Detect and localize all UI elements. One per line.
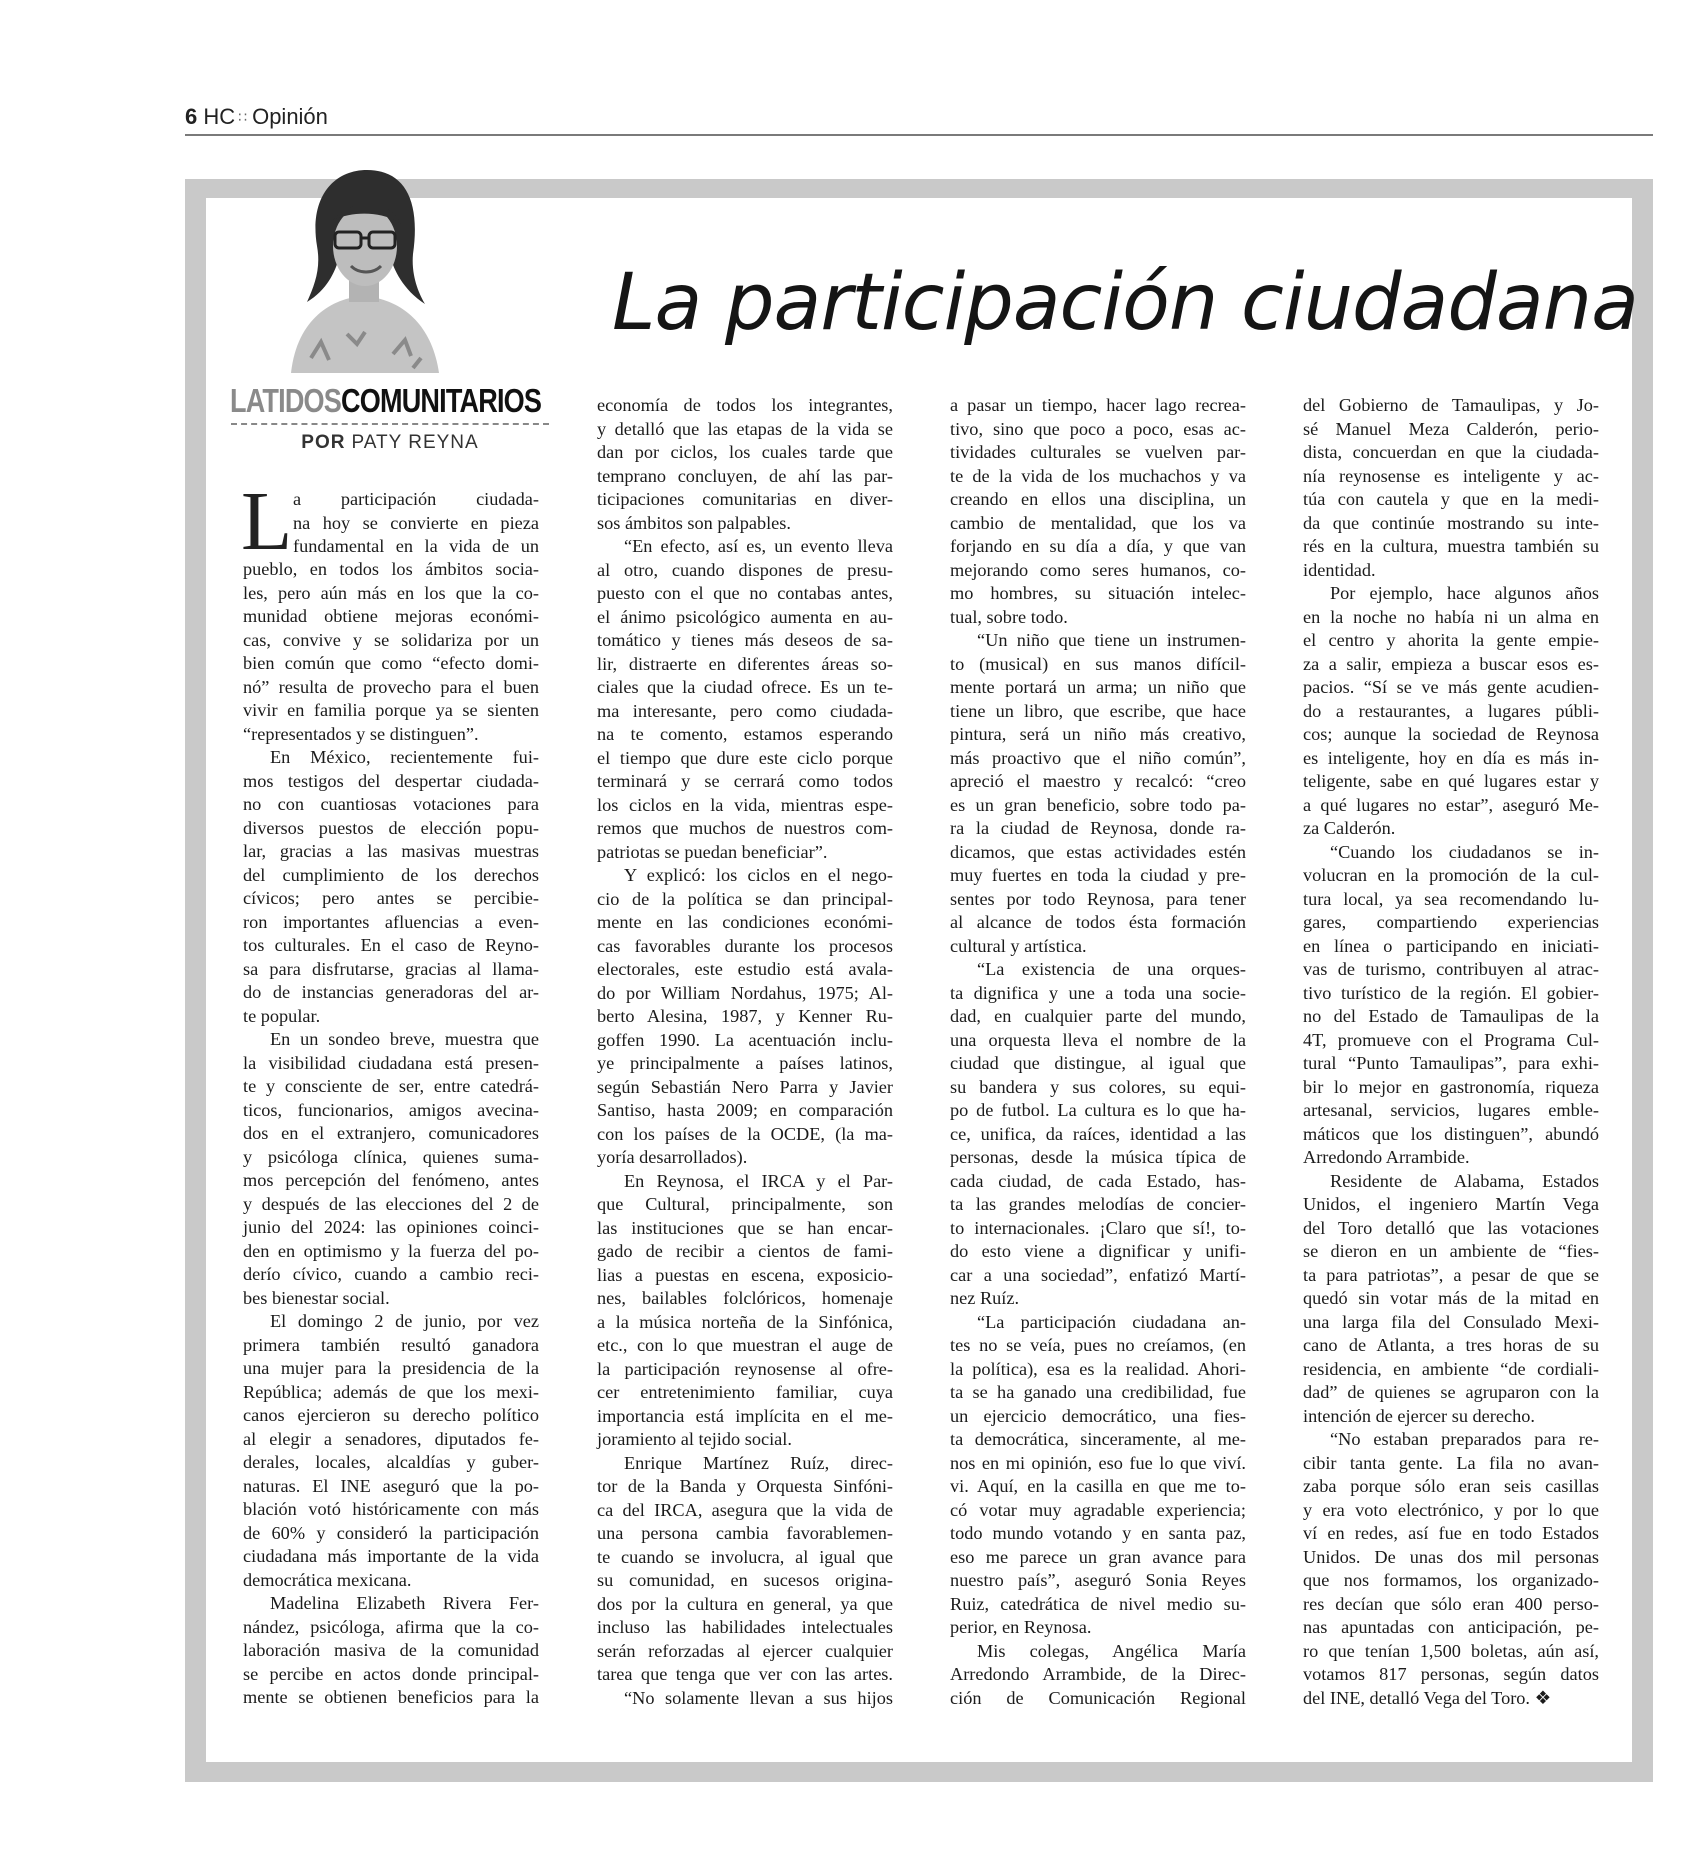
text-line: con los países de la OCDE, (la ma- [597,1123,893,1144]
text-line: “No solamente llevan a sus hijos [624,1687,893,1708]
text-line: dista, concuerdan en que la ciudada- [1303,442,1599,462]
text-line: vivir en familia porque ya se sienten [243,700,539,720]
author-portrait [263,158,463,373]
text-line: ví en redes, así fue en todo Estados [1303,1523,1599,1543]
text-line: nández, psicóloga, afirma que la co- [243,1616,539,1637]
text-line: una persona cambia favorablemen- [597,1523,893,1543]
text-line: a la música norteña de la Sinfónica, [597,1311,893,1332]
text-line: derío cívico, cuando a cambio reci- [243,1264,539,1284]
text-line: En Reynosa, el IRCA y el Par- [624,1170,893,1191]
text-line: del Gobierno de Tamaulipas, y Jo- [1303,395,1599,415]
text-line: “Un niño que tiene un instrumen- [977,630,1246,650]
text-line: te popular. [243,1005,321,1026]
section-name: Opinión [252,104,328,129]
text-line: tivo, sino que poco a poco, esas ac- [950,418,1246,439]
text-line: do esto viene a dignificar y unifi- [950,1241,1246,1261]
text-line: artesanal, servicios, lugares emble- [1303,1100,1599,1120]
text-line: ticipaciones comunitarias en diver- [597,489,893,509]
text-line: bir lo mejor en gastronomía, riqueza [1303,1076,1599,1097]
text-line: ye principalmente a países latinos, [597,1053,893,1073]
text-line: sé Manuel Meza Calderón, perio- [1303,418,1599,439]
author-name: PATY REYNA [351,432,479,453]
text-line: derales, locales, alcaldías y guber- [243,1452,539,1472]
text-line: dicamos, que estas actividades estén [950,841,1246,862]
text-line: nes, bailables folclóricos, homenaje [597,1288,893,1308]
text-line: cambio de mentalidad, que los va [950,512,1246,533]
text-line: Madelina Elizabeth Rivera Fer- [270,1593,539,1613]
text-line: canos ejercieron su derecho político [243,1405,539,1425]
text-line: Arredondo Arrambide. [1303,1147,1470,1167]
text-line: del Toro detalló que las votaciones [1303,1217,1599,1238]
text-line: del cumplimiento de los derechos [243,864,539,885]
text-line: remos que muchos de nuestros com- [597,818,893,838]
text-line: bien común que como “efecto domi- [243,653,539,673]
text-line: rés en la cultura, muestra también su [1303,536,1599,556]
article-column-4 [1303,394,1599,1710]
text-line: blación votó históricamente con más [243,1499,539,1519]
text-line: na hoy se convierte en pieza [293,512,539,533]
text-line: tes no se veía, pues no creíamos, (en [950,1335,1246,1355]
page-number: 6 [185,104,198,129]
page-folio [185,104,1653,136]
text-line: “No estaban preparados para re- [1330,1429,1599,1449]
text-line: serán reforzadas al ejercer cualquier [597,1640,893,1661]
column-name [230,381,542,421]
text-line: nó” resulta de provecho para el buen [243,676,539,697]
text-line: etc., con lo que muestran el auge de [597,1335,893,1355]
text-line: en línea o participando en iniciati- [1303,935,1599,956]
text-line: nas apuntadas con anticipación, pe- [1303,1617,1599,1637]
text-line: volucran en la promoción de la cul- [1303,865,1599,885]
text-line: bes bienestar social. [243,1287,390,1308]
text-line: Ruiz, catedrática de nivel medio su- [950,1593,1246,1614]
text-line: y detalló que las etapas de la vida se [597,418,893,439]
text-line: to (musical) en sus manos difícil- [950,653,1246,674]
text-line: cas favorables durante los procesos [597,935,893,956]
text-line: les, pero aún más en los que la co- [243,582,539,603]
text-line: es un gran beneficio, sobre todo pa- [950,794,1246,815]
text-line: dos por la cultura en general, ya que [597,1593,893,1614]
drop-cap-block [241,475,539,568]
text-line: munidad obtiene mejoras económi- [243,606,539,626]
text-line: tiene un libro, que escribe, que hace [950,700,1246,721]
text-line: do a restaurantes, a lugares públi- [1303,700,1599,721]
text-line: y después de las elecciones del 2 de [243,1193,539,1214]
article-column-1 [241,475,539,1710]
folio-separator-icon: ∷ [238,109,248,125]
text-line: en la noche no había ni un alma en [1303,606,1599,627]
text-line: sentes por todo Reynosa, para tener [950,888,1246,909]
text-line: po de futbol. La cultura es lo que ha- [950,1100,1246,1120]
text-line: pueblo, en todos los ámbitos socia- [243,559,539,579]
text-line: una mujer para la presidencia de la [243,1358,539,1378]
text-line: có votar muy agradable experiencia; [950,1499,1246,1520]
text-line: yoría desarrollados). [597,1147,748,1167]
text-line: Arredondo Arrambide, de la Direc- [950,1664,1246,1684]
text-line: al alcance de todos ésta formación [950,912,1246,932]
text-line: su bandera y sus colores, su equi- [950,1076,1246,1097]
text-line: cada ciudad, de cada Estado, has- [950,1170,1246,1191]
text-line: ticos, funcionarios, amigos avecina- [243,1099,539,1120]
text-line: creando en ellos una disciplina, un [950,489,1246,509]
text-line: electorales, este estudio está avala- [597,959,893,979]
text-line: una orquesta lleva el nombre de la [950,1029,1246,1050]
text-line: Y explicó: los ciclos en el nego- [624,865,893,885]
text-line: cano de Atlanta, a tres horas de su [1303,1335,1599,1355]
article-column-2 [597,394,893,1710]
article-column-3 [950,394,1246,1710]
text-line: do por William Nordahus, 1975; Al- [597,982,893,1003]
byline [231,430,549,456]
text-line: República; además de que los mexi- [243,1381,539,1402]
text-line: pacios. “Sí se ve más gente acudien- [1303,677,1599,697]
text-line: za Calderón. [1303,818,1396,838]
text-line: joramiento al tejido social. [597,1429,792,1449]
text-line: sos ámbitos son palpables. [597,512,791,533]
text-line: laboración masiva de la comunidad [243,1640,539,1660]
text-line: dad, en cualquier parte del mundo, [950,1006,1246,1026]
text-line: nos en mi opinión, eso fue lo que viví. [950,1452,1246,1473]
text-line: cer entretenimiento familiar, cuya [597,1382,893,1402]
text-line: cibir tanta gente. La fila no avan- [1303,1452,1599,1473]
text-line: tividades culturales se vuelven par- [950,442,1246,462]
byline-prefix: POR [301,432,346,453]
text-line: za a salir, empieza a buscar esos es- [1303,653,1599,674]
text-line: tual, sobre todo. [950,606,1068,627]
text-line: incluso las habilidades intelectuales [597,1617,893,1637]
text-line: fundamental en la vida de un [293,536,539,556]
text-line: junio del 2024: las opiniones coinci- [243,1217,539,1237]
text-line: temprano concluyen, de ahí las par- [597,465,893,486]
text-line: “Cuando los ciudadanos se in- [1330,841,1599,862]
text-line: según Sebastián Nero Parra y Javier [597,1076,893,1097]
text-line: un ejercicio democrático, una fies- [950,1405,1246,1426]
text-line: Unidos, el ingeniero Martín Vega [1303,1194,1599,1214]
text-line: nuestro país”, aseguró Sonia Reyes [950,1570,1246,1590]
text-line: la visibilidad ciudadana está presen- [243,1052,539,1073]
text-line: ta dignifica y une a toda una socie- [950,982,1246,1003]
text-line: do de instancias generadoras del ar- [243,982,539,1002]
text-line: Residente de Alabama, Estados [1330,1170,1599,1191]
text-line: y psicóloga clínica, quienes suma- [243,1146,539,1167]
text-line: cívicos; pero antes se percibie- [243,888,539,908]
text-line: mo hombres, su situación intelec- [950,583,1246,603]
text-line: tural “Punto Tamaulipas”, para exhi- [1303,1053,1599,1073]
text-line: ciudad que distingue, al igual que [950,1053,1246,1073]
text-line: tarea que tenga que ver con las artes. [597,1664,893,1684]
text-line: máticos que los distinguen”, abundó [1303,1123,1599,1144]
text-line: naturas. El INE aseguró que la po- [243,1475,539,1496]
text-line: forjando en su día a día, y que van [950,536,1246,556]
text-line: residencia, en ambiente “de cordiali- [1303,1358,1599,1379]
text-line: ta democrática, sinceramente, al me- [950,1429,1246,1449]
text-line: de 60% y consideró la participación [243,1522,539,1543]
text-line: dos en el extranjero, comunicadores [243,1123,539,1143]
text-line: pintura, será un niño más creativo, [950,724,1246,744]
text-line: ta para patriotas”, a pesar de que se [1303,1264,1599,1285]
column-name-part1: LATIDOS [230,382,342,419]
text-line: personas, desde la música típica de [950,1147,1246,1167]
text-line: tomático y tienes más deseos de sa- [597,630,893,650]
text-line: ción de Comunicación Regional [950,1687,1246,1708]
text-line: na te comento, estamos esperando [597,724,893,744]
text-line: En México, recientemente fui- [270,747,539,767]
byline-divider [231,423,549,425]
text-line: ron importantes afluencias a even- [243,911,539,932]
text-line: las instituciones que se han encar- [597,1217,893,1238]
text-line: vi. Aquí, en la casilla en que me to- [950,1476,1246,1496]
text-line: a qué lugares no estar”, aseguró Me- [1303,794,1599,815]
text-line: nía reynosense es inteligente y ac- [1303,465,1599,486]
text-line: gares, compartiendo experiencias [1303,912,1599,932]
text-line: tos culturales. En el caso de Reyno- [243,935,539,955]
text-line: ma interesante, pero como ciudada- [597,700,893,721]
text-line: identidad. [1303,559,1376,580]
text-line: ra la ciudad de Reynosa, donde ra- [950,818,1246,838]
text-line: intención de ejercer su derecho. [1303,1405,1535,1426]
text-line: a participación ciudada- [293,489,539,509]
text-line: no del Estado de Tamaulipas de la [1303,1006,1599,1026]
text-line: ro que tenían 1,500 boletas, aún así, [1303,1640,1599,1661]
text-line: cio de la política se dan principal- [597,888,893,909]
text-line: den en optimismo y la fuerza del po- [243,1240,539,1261]
text-line: “En efecto, así es, un evento lleva [624,536,893,556]
text-line: res decían que sólo eran 400 perso- [1303,1593,1599,1614]
text-line: la política), esa es la realidad. Ahori- [950,1358,1246,1379]
text-line: y era voto electrónico, y por lo que [1303,1499,1599,1520]
text-line: ca del IRCA, asegura que la vida de [597,1499,893,1520]
text-line: ciales que la ciudad ofrece. Es un te- [597,677,893,697]
text-line: que Cultural, principalmente, son [597,1194,893,1214]
text-line: ta se ha ganado una credibilidad, fue [950,1382,1246,1402]
text-line: terminará y se cerrará como todos [597,771,893,791]
text-line: eso me parece un gran avance para [950,1546,1246,1567]
text-line: berto Alesina, 1987, y Kenner Ru- [597,1006,893,1026]
text-line: una larga fila del Consulado Mexi- [1303,1311,1599,1332]
text-line: Enrique Martínez Ruíz, direc- [624,1452,893,1473]
text-line: 4T, promueve con el Programa Cul- [1303,1029,1599,1050]
text-line: que nos formamos, los organizado- [1303,1570,1599,1590]
text-line: quedó sin votar más de la mitad en [1303,1288,1599,1308]
text-line: el centro y ahorita la gente empie- [1303,630,1599,650]
text-line: democrática mexicana. [243,1569,412,1590]
text-line: es inteligente, hoy en día es más in- [1303,747,1599,768]
text-line: lias a puestas en escena, exposicio- [597,1264,893,1285]
text-line: te de la vida de los muchachos y va [950,465,1246,486]
text-line: patriotas se puedan beneficiar”. [597,841,828,862]
text-line: car a una sociedad”, enfatizó Martí- [950,1264,1246,1285]
text-line: te cuando se involucra, al igual que [597,1546,893,1567]
text-line: to internacionales. ¡Claro que sí!, to- [950,1217,1246,1238]
text-line: cultural y artística. [950,935,1087,956]
text-line: cas, convive y se solidariza por un [243,629,539,650]
text-line: El domingo 2 de junio, por vez [270,1311,539,1331]
text-line: te y consciente de ser, entre catedrá- [243,1076,539,1096]
text-line: los ciclos en la vida, mientras espe- [597,794,893,815]
text-line: cos; aunque la sociedad de Reynosa [1303,724,1599,744]
text-line: se dieron en un ambiente de “fies- [1303,1241,1599,1261]
article-title: La participación ciudadana [612,258,1638,348]
text-line: perior, en Reynosa. [950,1617,1092,1637]
text-line: se percibe en actos donde principal- [243,1663,539,1684]
text-line: túa con cautela y que en la medi- [1303,489,1599,509]
text-line: dan por ciclos, los cuales tarde que [597,442,893,462]
text-line: goffen 1990. La acentuación inclu- [597,1029,893,1050]
text-line: todo mundo votando y en santa paz, [950,1523,1246,1543]
text-line: teligente, sabe en qué lugares estar y [1303,771,1599,791]
text-line: gado de recibir a cientos de fami- [597,1241,893,1261]
column-name-part2: COMUNITARIOS [341,382,542,419]
text-line: economía de todos los integrantes, [597,395,893,415]
drop-cap: L [241,475,293,568]
text-line: Mis colegas, Angélica María [977,1640,1246,1661]
text-line: dad” de quienes se agruparon con la [1303,1382,1599,1402]
text-line: tivo turístico de la región. El gobier- [1303,982,1599,1003]
text-line: zaba porque sólo eran seis casillas [1303,1476,1599,1496]
text-line: mos testigos del despertar ciudada- [243,770,539,791]
text-line: tura local, ya sea recomendando lu- [1303,888,1599,909]
publication-name: HC [203,104,236,129]
text-line: mente en las condiciones económi- [597,912,893,932]
text-line: En un sondeo breve, muestra que [270,1029,539,1049]
text-line: da que continúe mostrando su inte- [1303,512,1599,533]
text-line: más proactivo que el niño común”, [950,747,1246,768]
text-line: lar, gracias a las masivas muestras [243,841,539,861]
text-line: al elegir a senadores, diputados fe- [243,1428,539,1449]
text-line: lir, distraerte en diferentes áreas so- [597,653,893,674]
text-line: el ánimo psicológico aumenta en au- [597,606,893,627]
text-line: a pasar un tiempo, hacer lago recrea- [950,395,1246,415]
text-line: tor de la Banda y Orquesta Sinfóni- [597,1476,893,1496]
text-line: mente portará un arma; un niño que [950,677,1246,697]
text-line: al otro, cuando dispones de presu- [597,559,893,580]
text-line: mente se obtienen beneficios para la [243,1687,539,1707]
text-line: muy fuertes en toda la ciudad y pre- [950,865,1246,885]
text-line: su comunidad, en sucesos origina- [597,1570,893,1590]
text-line: “La participación ciudadana an- [977,1311,1246,1332]
text-line: del INE, detalló Vega del Toro. ❖ [1303,1687,1551,1708]
text-line: Unidos. De unas dos mil personas [1303,1546,1599,1567]
text-line: “representados y se distinguen”. [243,723,479,744]
text-line: primera también resultó ganadora [243,1334,539,1355]
text-line: Santiso, hasta 2009; en comparación [597,1100,893,1120]
text-line: votamos 817 personas, según datos [1303,1664,1599,1684]
text-line: nez Ruíz. [950,1288,1020,1308]
text-line: diversos puestos de elección popu- [243,817,539,838]
text-line: “La existencia de una orques- [977,959,1246,979]
text-line: ce, unifica, da raíces, identidad a las [950,1123,1246,1144]
text-line: Por ejemplo, hace algunos años [1330,583,1599,603]
text-line: la participación reynosense al ofre- [597,1358,893,1379]
text-line: vas de turismo, contribuyen al atrac- [1303,959,1599,979]
text-line: mos percepción del fenómeno, antes [243,1170,539,1190]
text-line: mejorando como seres humanos, co- [950,559,1246,580]
text-line: sa para disfrutarse, gracias al llama- [243,958,539,979]
text-line: ciudadana más importante de la vida [243,1546,539,1566]
text-line: ta las grandes melodías de concier- [950,1194,1246,1214]
text-line: el tiempo que dure este ciclo porque [597,747,893,768]
text-line: puesto con el que no contabas antes, [597,583,893,603]
text-line: importancia está implícita en el me- [597,1405,893,1426]
text-line: apreció el maestro y recalcó: “creo [950,771,1246,791]
text-line: no con cuantiosas votaciones para [243,794,539,814]
